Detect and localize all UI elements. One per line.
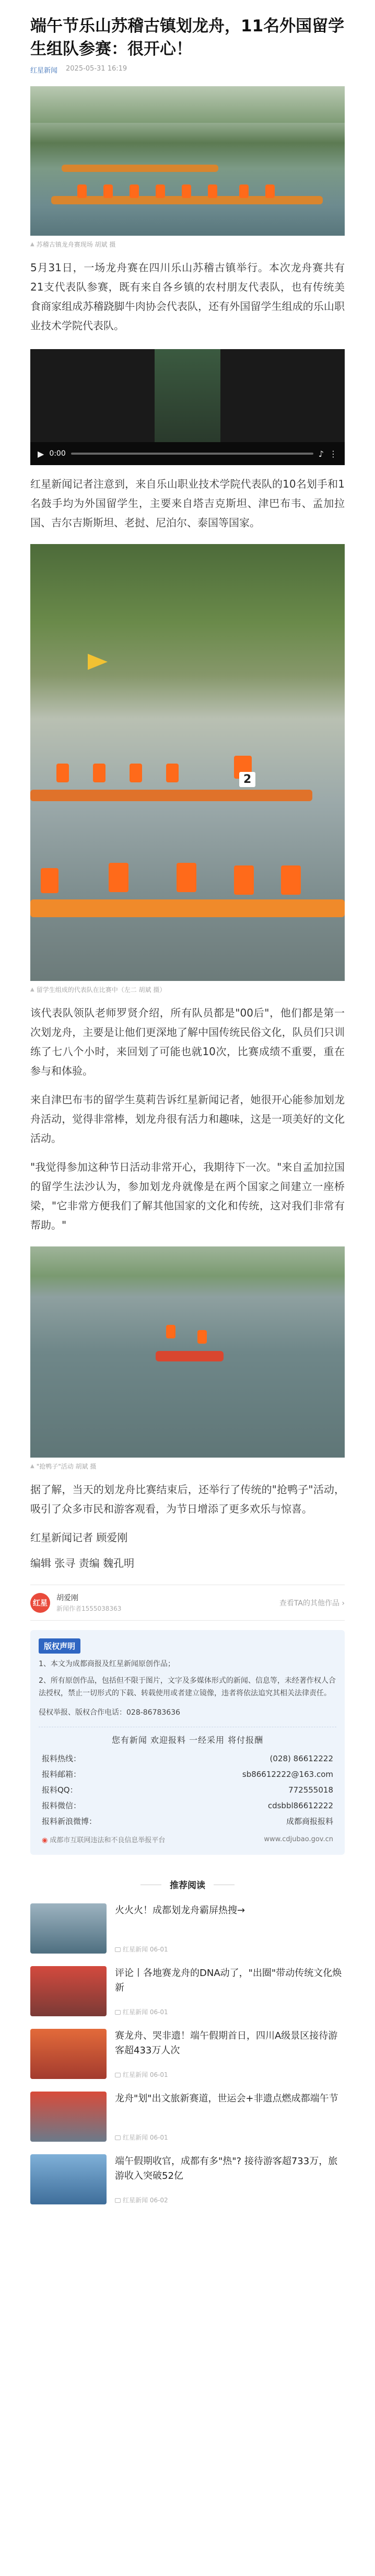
recommend-source-text: 红星新闻 06-01 [123,2134,168,2141]
caption-text: 苏稽古镇龙舟赛现场 胡斌 摄 [36,241,116,248]
camera-icon [115,2073,121,2077]
row-label: 报料QQ： [42,1785,78,1795]
editor-line: 编辑 张寻 责编 魏孔明 [30,1557,135,1569]
boat-number-badge: 2 [239,772,255,787]
report-platform-label [42,1834,165,1844]
news-tip-rows [39,1751,336,1829]
news-tip-row [39,1751,336,1766]
recommend-source [115,2070,345,2079]
recommend-title[interactable]: 火火火！成都划龙舟霸屏热搜→ [115,1905,245,1916]
news-tip-section [39,1727,336,1844]
spacer [0,1573,375,1585]
recommend-item[interactable] [0,2079,375,2142]
recommend-thumbnail[interactable] [30,2029,107,2079]
row-label: 报料微信： [42,1801,81,1810]
caption-text: 留学生组成的代表队在比赛中（左二 胡斌 摄） [36,986,166,994]
photo-caption [0,236,375,249]
paragraph: 红星新闻记者注意到，来自乐山职业技术学院代表队的10名划手和1名鼓手均为外国留学生，主要来自塔吉克斯坦、津巴布韦、孟加拉国、吉尔吉斯斯坦、老挝、尼泊尔、泰国等国家。 [30,478,345,529]
report-platform[interactable] [39,1834,336,1844]
row-value[interactable]: (028) 86612222 [269,1754,333,1763]
video-progress-bar[interactable] [71,453,313,455]
recommend-heading-text: 推荐阅读 [161,1878,214,1891]
rower-shape [103,184,113,198]
rower-shape [109,863,128,892]
recommend-source-text: 红星新闻 06-02 [123,2197,168,2204]
dragon-boat-race-photo[interactable] [30,86,345,236]
recommend-text [115,1966,345,2016]
author-info [30,1592,121,1613]
article-title: 端午节乐山苏稽古镇划龙舟，11名外国留学生组队参赛：很开心！ [30,17,345,59]
rower-shape [130,184,139,198]
rower-shape [197,1330,207,1344]
reporter-line: 红星新闻记者 顾爱刚 [30,1531,128,1544]
copyright-line: 2、所有原创作品，包括但不限于图片，文字及多媒体形式的新闻、信息等，未经著作权人合法授权，禁止一切形式的下载、转载使用或者建立镜像，违者将依法追究其相关法律责任。 [39,1677,336,1697]
yellow-flag-shape [88,654,108,677]
trees-backdrop [30,86,345,123]
copyright-box [30,1630,345,1855]
boat-shape [30,899,345,917]
recommend-source-text: 红星新闻 06-01 [123,2071,168,2078]
row-value[interactable]: sb86612222@163.com [242,1770,333,1779]
caption-arrow-icon: ▲ [30,241,34,247]
copyright-heading: 版权声明 [39,1638,80,1654]
article-source[interactable]: 红星新闻 [30,67,58,75]
video-player[interactable] [30,349,345,465]
rower-shape [234,865,254,895]
report-icon: ◉ [42,1836,48,1844]
photo-caption [0,1458,375,1471]
recommend-source [115,1945,345,1954]
recommend-title[interactable]: 评论丨各地赛龙舟的DNA动了，"出圈"带动传统文化焕新 [115,1968,342,1993]
recommend-source [115,2007,345,2016]
row-label: 报料热线： [42,1754,81,1763]
news-tip-row [39,1782,336,1798]
recommend-item[interactable] [0,2016,375,2079]
recommend-heading [0,1878,375,1891]
paragraph: 来自津巴布韦的留学生莫莉告诉红星新闻记者，她很开心能参加划龙舟活动，觉得非常棒，划龙舟很有活力和趣味，这是一项美好的文化活动。 [30,1093,345,1145]
recommend-text [115,1903,345,1954]
rower-shape [156,184,165,198]
more-options-icon[interactable]: ⋮ [329,448,337,459]
copyright-phone: 侵权举报、版权合作电话：028-86783636 [39,1708,181,1717]
rower-shape [281,865,301,895]
boat-shape [62,165,218,172]
rower-shape [41,868,58,893]
article-meta [0,61,375,75]
recommend-item[interactable] [0,2142,375,2204]
recommend-thumbnail[interactable] [30,2092,107,2142]
report-platform-url[interactable]: www.cdjubao.gov.cn [264,1835,333,1843]
rower-shape [130,764,142,782]
rower-shape [166,1325,175,1338]
row-value[interactable]: 成都商报报料 [286,1817,333,1826]
recommend-thumbnail[interactable] [30,2154,107,2204]
author-avatar[interactable]: 红星 [30,1593,50,1613]
author-more-link[interactable]: 查看TA的其他作品 › [279,1599,345,1608]
play-icon[interactable]: ▶ [38,448,44,459]
camera-icon [115,1947,121,1952]
camera-icon [115,2010,121,2015]
duck-catching-photo[interactable] [30,1246,345,1458]
news-tip-row [39,1798,336,1813]
rower-shape [177,863,196,892]
rower-shape [265,184,275,198]
recommend-source-text: 红星新闻 06-01 [123,1946,168,1953]
rower-shape [93,764,106,782]
recommend-text [115,2092,345,2142]
author-text [56,1592,121,1613]
recommend-item[interactable] [0,1954,375,2016]
video-time: 0:00 [49,449,66,458]
report-platform-text: 成都市互联网违法和不良信息举报平台 [50,1836,166,1844]
rower-shape [208,184,217,198]
recommend-thumbnail[interactable] [30,1966,107,2016]
rower-shape [182,184,191,198]
caption-arrow-icon: ▲ [30,987,34,992]
news-tip-heading: 您有新闻 欢迎报料 一经采用 将付报酬 [111,1735,264,1745]
row-value[interactable]: 772555018 [288,1785,333,1795]
rower-shape [77,184,87,198]
news-tip-row [39,1766,336,1782]
camera-icon [115,2135,121,2140]
recommend-text [115,2154,345,2204]
recommend-title[interactable]: 龙舟"划"出文旅新赛道，世运会+非遗点燃成都端午节 [115,2093,338,2104]
recommend-source [115,2196,345,2204]
recommend-text [115,2029,345,2079]
students-rowing-photo[interactable] [30,544,345,981]
rower-shape [166,764,179,782]
recommend-thumbnail[interactable] [30,1903,107,1954]
caption-text: "抢鸭子"活动 胡斌 摄 [36,1463,97,1470]
recommend-source [115,2133,345,2142]
boat-shape [156,1351,224,1361]
paragraph: 该代表队领队老师罗贤介绍，所有队员都是"00后"，他们都是第一次划龙舟，主要是让他们更深地了解中国传统民俗文化，队员们只训练了七八个小时，来回划了可能也就10次，比赛成绩不重要，重在参与和体验。 [30,1007,345,1077]
paragraph: 据了解，当天的划龙舟比赛结束后，还举行了传统的"抢鸭子"活动，吸引了众多市民和游客观看，为节日增添了更多欢乐与惊喜。 [30,1483,345,1515]
video-controls [30,442,345,465]
row-label: 报料新浪微博： [42,1817,97,1826]
recommend-title[interactable]: 赛龙舟、哭非遗！端午假期首日，四川A级景区接待游客超433万人次 [115,2030,338,2056]
author-org: 新闻作者1555038363 [56,1605,122,1612]
photo-caption [0,981,375,994]
article-date: 2025-05-31 16:19 [66,65,127,73]
rower-shape [239,184,249,198]
paragraph: 5月31日，一场龙舟赛在四川乐山苏稽古镇举行。本次龙舟赛共有21支代表队参赛，既有来自各乡镇的农村朋友代表队，也有传统美食商家组成苏稽跷脚牛肉协会代表队，还有外国留学生组成的乐山职业技术学院代表队。 [30,261,345,332]
rower-shape [56,764,69,782]
recommend-item[interactable] [0,1891,375,1954]
copyright-line: 1、本文为成都商报及红星新闻原创作品； [39,1660,175,1668]
recommend-title[interactable]: 端午假期收官，成都有多"热"? 接待游客超733万，旅游收入突破52亿 [115,2156,338,2181]
row-value[interactable]: cdsbbl86612222 [267,1801,333,1810]
video-thumbnail [155,349,220,442]
author-name: 胡爱刚 [56,1594,78,1602]
camera-icon [115,2198,121,2203]
divider [30,1620,345,1621]
author-card[interactable] [0,1585,375,1620]
recommend-source-text: 红星新闻 06-01 [123,2008,168,2016]
caption-arrow-icon: ▲ [30,1463,34,1469]
boat-shape [30,790,312,801]
paragraph: "我觉得参加这种节日活动非常开心，我期待下一次。"来自孟加拉国的留学生法沙认为，参加划龙舟就像是在两个国家之间建立一座桥梁，"它非常方便我们了解其他国家的文化和传统，这对我们非常有帮助。" [30,1161,345,1231]
volume-icon[interactable]: ♪ [318,448,324,459]
news-tip-row [39,1813,336,1829]
row-label: 报料邮箱： [42,1770,81,1779]
